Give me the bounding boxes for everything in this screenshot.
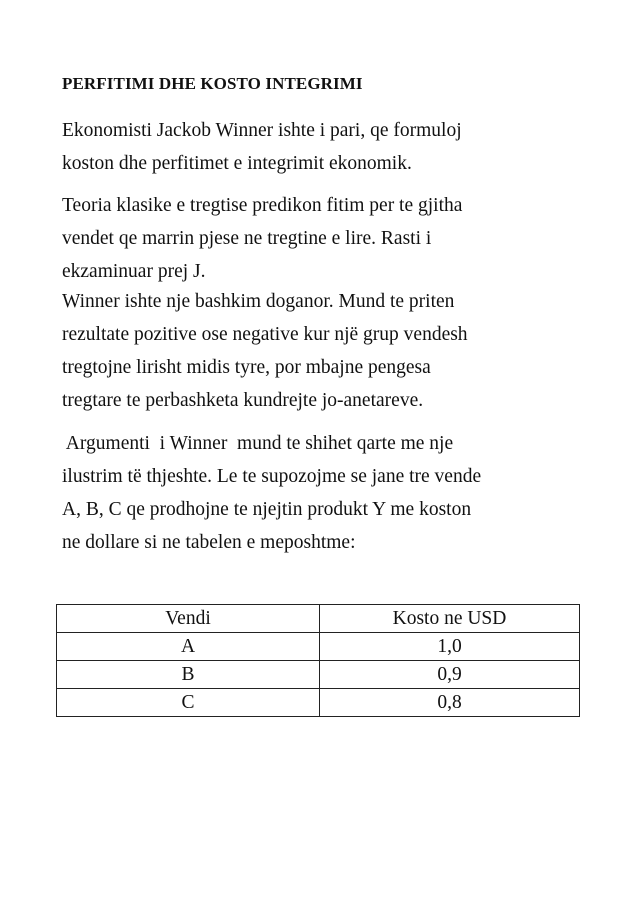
paragraph-line: tregtojne lirisht midis tyre, por mbajne pengesa — [62, 357, 431, 378]
paragraph-line: A, B, C qe prodhojne te njejtin produkt Y me koston — [62, 499, 472, 520]
paragraph-line: ilustrim të thjeshte. Le te supozojme se jane tre vende — [62, 466, 482, 487]
paragraph-2 — [62, 189, 562, 288]
paragraph-line: Winner ishte nje bashkim doganor. Mund te priten — [62, 291, 455, 312]
table-cell-cost: 0,8 — [320, 689, 580, 717]
paragraph-line: ne dollare si ne tabelen e meposhtme: — [62, 532, 356, 553]
table-row — [57, 689, 580, 717]
paragraph-line: Teoria klasike e tregtise predikon fitim per te gjitha — [62, 195, 463, 216]
table-cell-country: B — [57, 661, 320, 689]
table-cell-cost: 0,9 — [320, 661, 580, 689]
paragraph-line: koston dhe perfitimet e integrimit ekonomik. — [62, 153, 412, 174]
document-heading: PERFITIMI DHE KOSTO INTEGRIMI — [62, 74, 363, 93]
paragraph-line: Argumenti i Winner mund te shihet qarte me nje — [62, 433, 454, 454]
paragraph-1 — [62, 114, 562, 180]
paragraph-line: rezultate pozitive ose negative kur një grup vendesh — [62, 324, 468, 345]
table-header-row — [57, 605, 580, 633]
paragraph-line: Ekonomisti Jackob Winner ishte i pari, qe formuloj — [62, 120, 462, 141]
paragraph-line: tregtare te perbashketa kundrejte jo-anetareve. — [62, 390, 424, 411]
table-cell-country: A — [57, 633, 320, 661]
table-row — [57, 633, 580, 661]
header-cell-kosto: Kosto ne USD — [320, 605, 580, 633]
header-cell-vendi: Vendi — [57, 605, 320, 633]
cost-table — [56, 604, 580, 717]
table-cell-country: C — [57, 689, 320, 717]
table-cell-cost: 1,0 — [320, 633, 580, 661]
paragraph-line: ekzaminuar prej J. — [62, 261, 206, 282]
paragraph-3 — [62, 285, 562, 417]
paragraph-4 — [62, 427, 562, 559]
paragraph-line: vendet qe marrin pjese ne tregtine e lire. Rasti i — [62, 228, 432, 249]
table-row — [57, 661, 580, 689]
